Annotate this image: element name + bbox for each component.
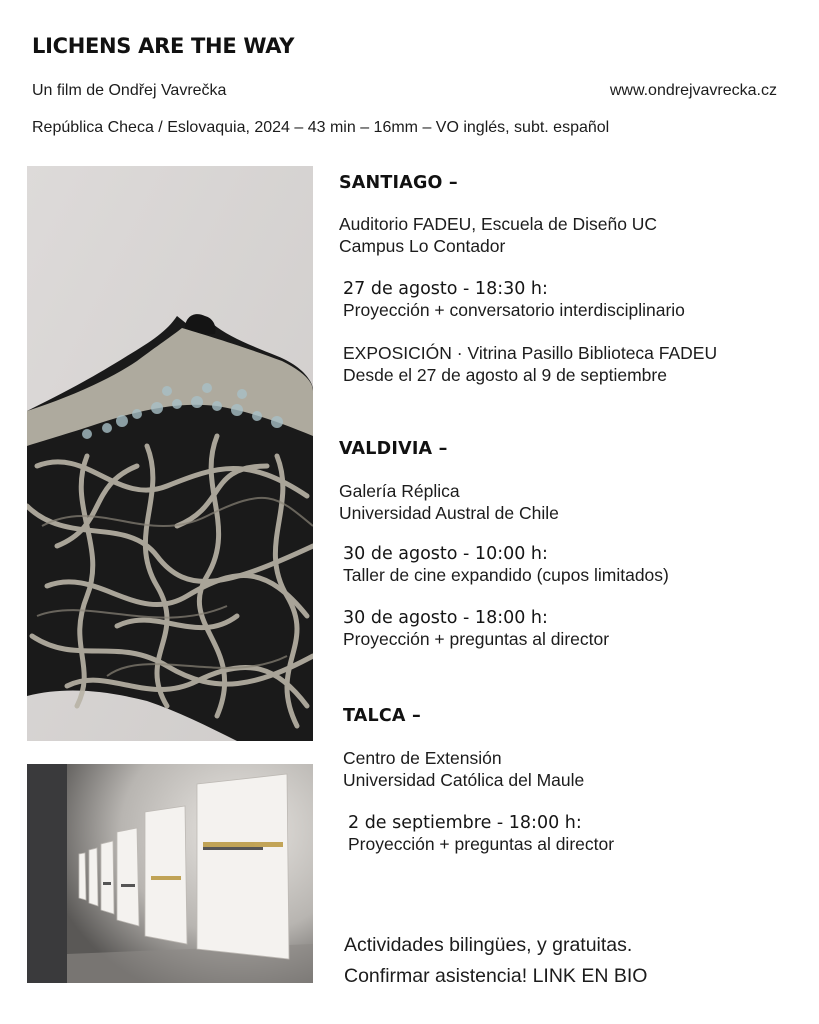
event-date: 30 de agosto - 10:00 h: [343,544,548,564]
closing-line: Actividades bilingües, y gratuitas. [344,934,633,956]
venue-line: Galería Réplica [339,481,460,501]
santiago-heading: SANTIAGO – [339,173,458,193]
gallery-installation-photo [27,764,313,983]
valdivia-event-workshop [343,543,669,586]
talca-heading: TALCA – [343,706,421,726]
event-date: 27 de agosto - 18:30 h: [343,279,548,299]
film-meta: República Checa / Eslovaquia, 2024 – 43 min – 16mm – VO inglés, subt. español [32,119,610,136]
event-description: Proyección + preguntas al director [343,629,610,649]
santiago-event-screening [343,278,685,321]
website-link[interactable]: www.ondrejvavrecka.cz [609,82,777,99]
lichen-artwork-image [27,166,313,741]
event-description: Taller de cine expandido (cupos limitados) [343,565,669,585]
santiago-venue [339,213,657,257]
exhibition-title: EXPOSICIÓN · Vitrina Pasillo Biblioteca FADEU [343,343,718,363]
closing-line-rsvp[interactable]: Confirmar asistencia! LINK EN BIO [344,965,648,987]
valdivia-event-screening [343,607,609,650]
valdivia-heading: VALDIVIA – [339,439,448,459]
venue-line: Campus Lo Contador [339,236,506,256]
closing-note [344,930,647,992]
event-description: Proyección + conversatorio interdisciplinario [343,300,685,320]
poster-title: LICHENS ARE THE WAY [32,34,295,58]
santiago-exhibition [343,342,717,386]
talca-event-screening [348,812,614,855]
film-credit: Un film de Ondřej Vavrečka [32,82,227,99]
venue-line: Universidad Católica del Maule [343,770,585,790]
exhibition-dates: Desde el 27 de agosto al 9 de septiembre [343,365,667,385]
valdivia-venue [339,480,559,524]
venue-line: Universidad Austral de Chile [339,503,559,523]
event-date: 30 de agosto - 18:00 h: [343,608,548,628]
talca-venue [343,747,584,791]
event-description: Proyección + preguntas al director [348,834,615,854]
venue-line: Centro de Extensión [343,748,502,768]
event-date: 2 de septiembre - 18:00 h: [348,813,582,833]
venue-line: Auditorio FADEU, Escuela de Diseño UC [339,214,658,234]
